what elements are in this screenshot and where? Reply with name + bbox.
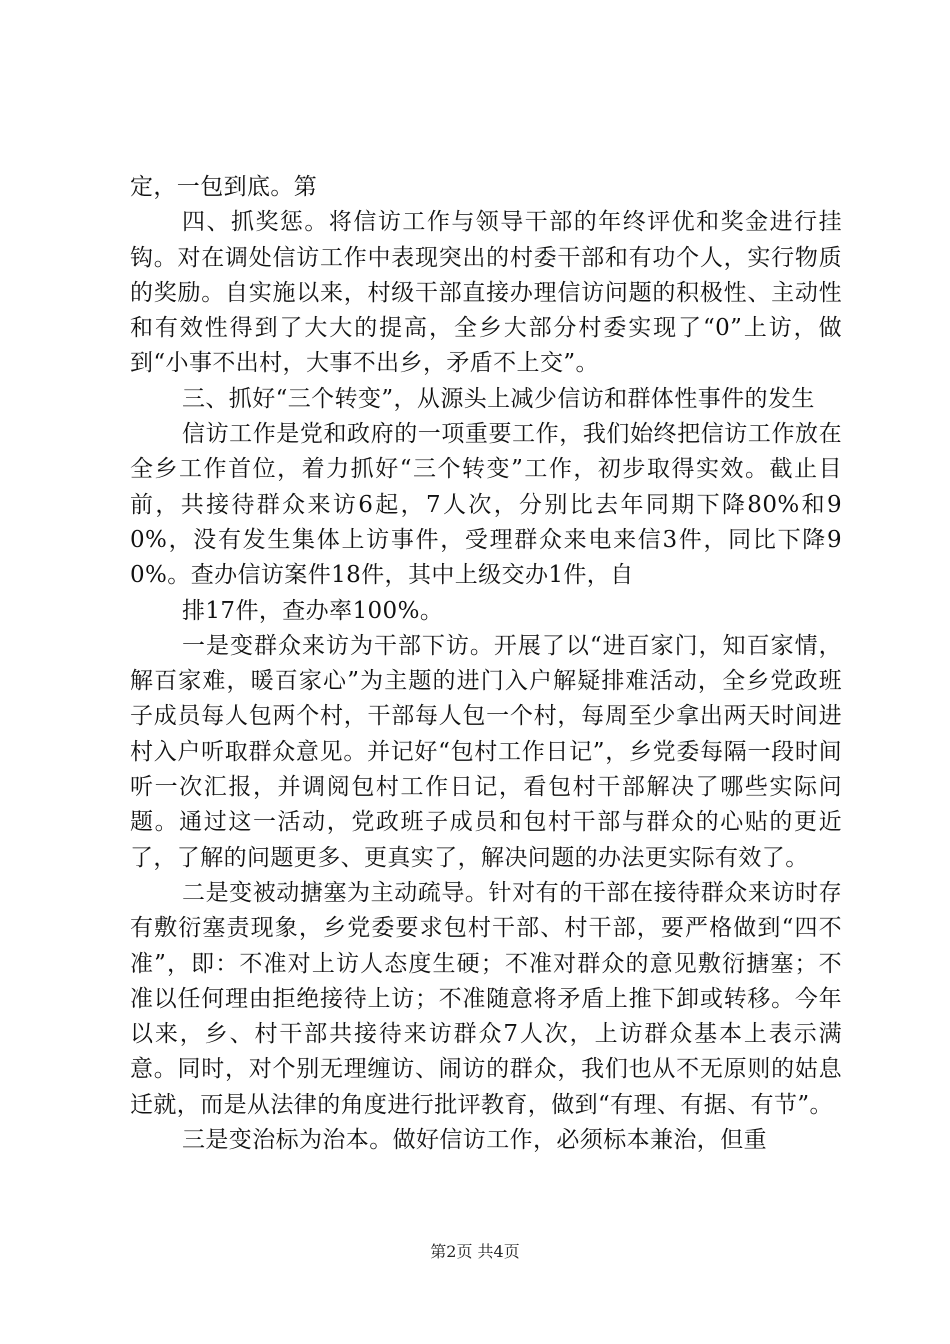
paragraph-rewards-penalties: 四、抓奖惩。将信访工作与领导干部的年终评优和奖金进行挂钩。对在调处信访工作中表现突出的村委干部和有功个人，实行物质的奖励。自实施以来，村级干部直接办理信访问题的积极性、主动性和有效性得到了大大的提高，全乡大部分村委实现了“0”上访，做到“小事不出村，大事不出乡，矛盾不上交”。	[130, 209, 842, 377]
paragraph-second-transformation: 二是变被动搪塞为主动疏导。针对有的干部在接待群众来访时存有敷衍塞责现象，乡党委要求包村干部、村干部，要严格做到“四不准”，即：不准对上访人态度生硬；不准对群众的意见敷衍搪塞；不准以任何理由拒绝接待上访；不准随意将矛盾上推下卸或转移。今年以来，乡、村干部共接待来访群众7人次，上访群众基本上表示满意。同时，对个别无理缠访、闹访的群众，我们也从不无原则的姑息迁就，而是从法律的角度进行批评教育，做到“有理、有据、有节”。	[130, 879, 842, 1118]
section-heading-three-transformations: 三、抓好“三个转变”，从源头上减少信访和群体性事件的发生	[182, 385, 815, 412]
paragraph-first-transformation: 一是变群众来访为干部下访。开展了以“进百家门，知百家情，解百家难，暖百家心”为主题的进门入户解疑排难活动，全乡党政班子成员每人包两个村，干部每人包一个村，每周至少拿出两天时间进村入户听取群众意见。并记好“包村工作日记”，乡党委每隔一段时间听一次汇报，并调阅包村工作日记，看包村干部解决了哪些实际问题。通过这一活动，党政班子成员和包村干部与群众的心贴的更近了，了解的问题更多、更真实了，解决问题的办法更实际有效了。	[130, 632, 842, 871]
document-body	[130, 170, 842, 1158]
page-number-footer: 第2页 共4页	[430, 1242, 520, 1261]
paragraph-continuation: 定，一包到底。第	[130, 174, 318, 200]
paragraph-case-rate: 排17件，查办率100%。	[182, 597, 444, 624]
paragraph-petition-overview: 信访工作是党和政府的一项重要工作，我们始终把信访工作放在全乡工作首位，着力抓好“三个转变”工作，初步取得实效。截止目前，共接待群众来访6起，7人次，分别比去年同期下降80%和90%，没有发生集体上访事件，受理群众来电来信3件，同比下降90%。查办信访案件18件，其中上级交办1件，自	[130, 421, 842, 589]
paragraph-third-transformation: 三是变治标为治本。做好信访工作，必须标本兼治，但重	[182, 1127, 767, 1154]
